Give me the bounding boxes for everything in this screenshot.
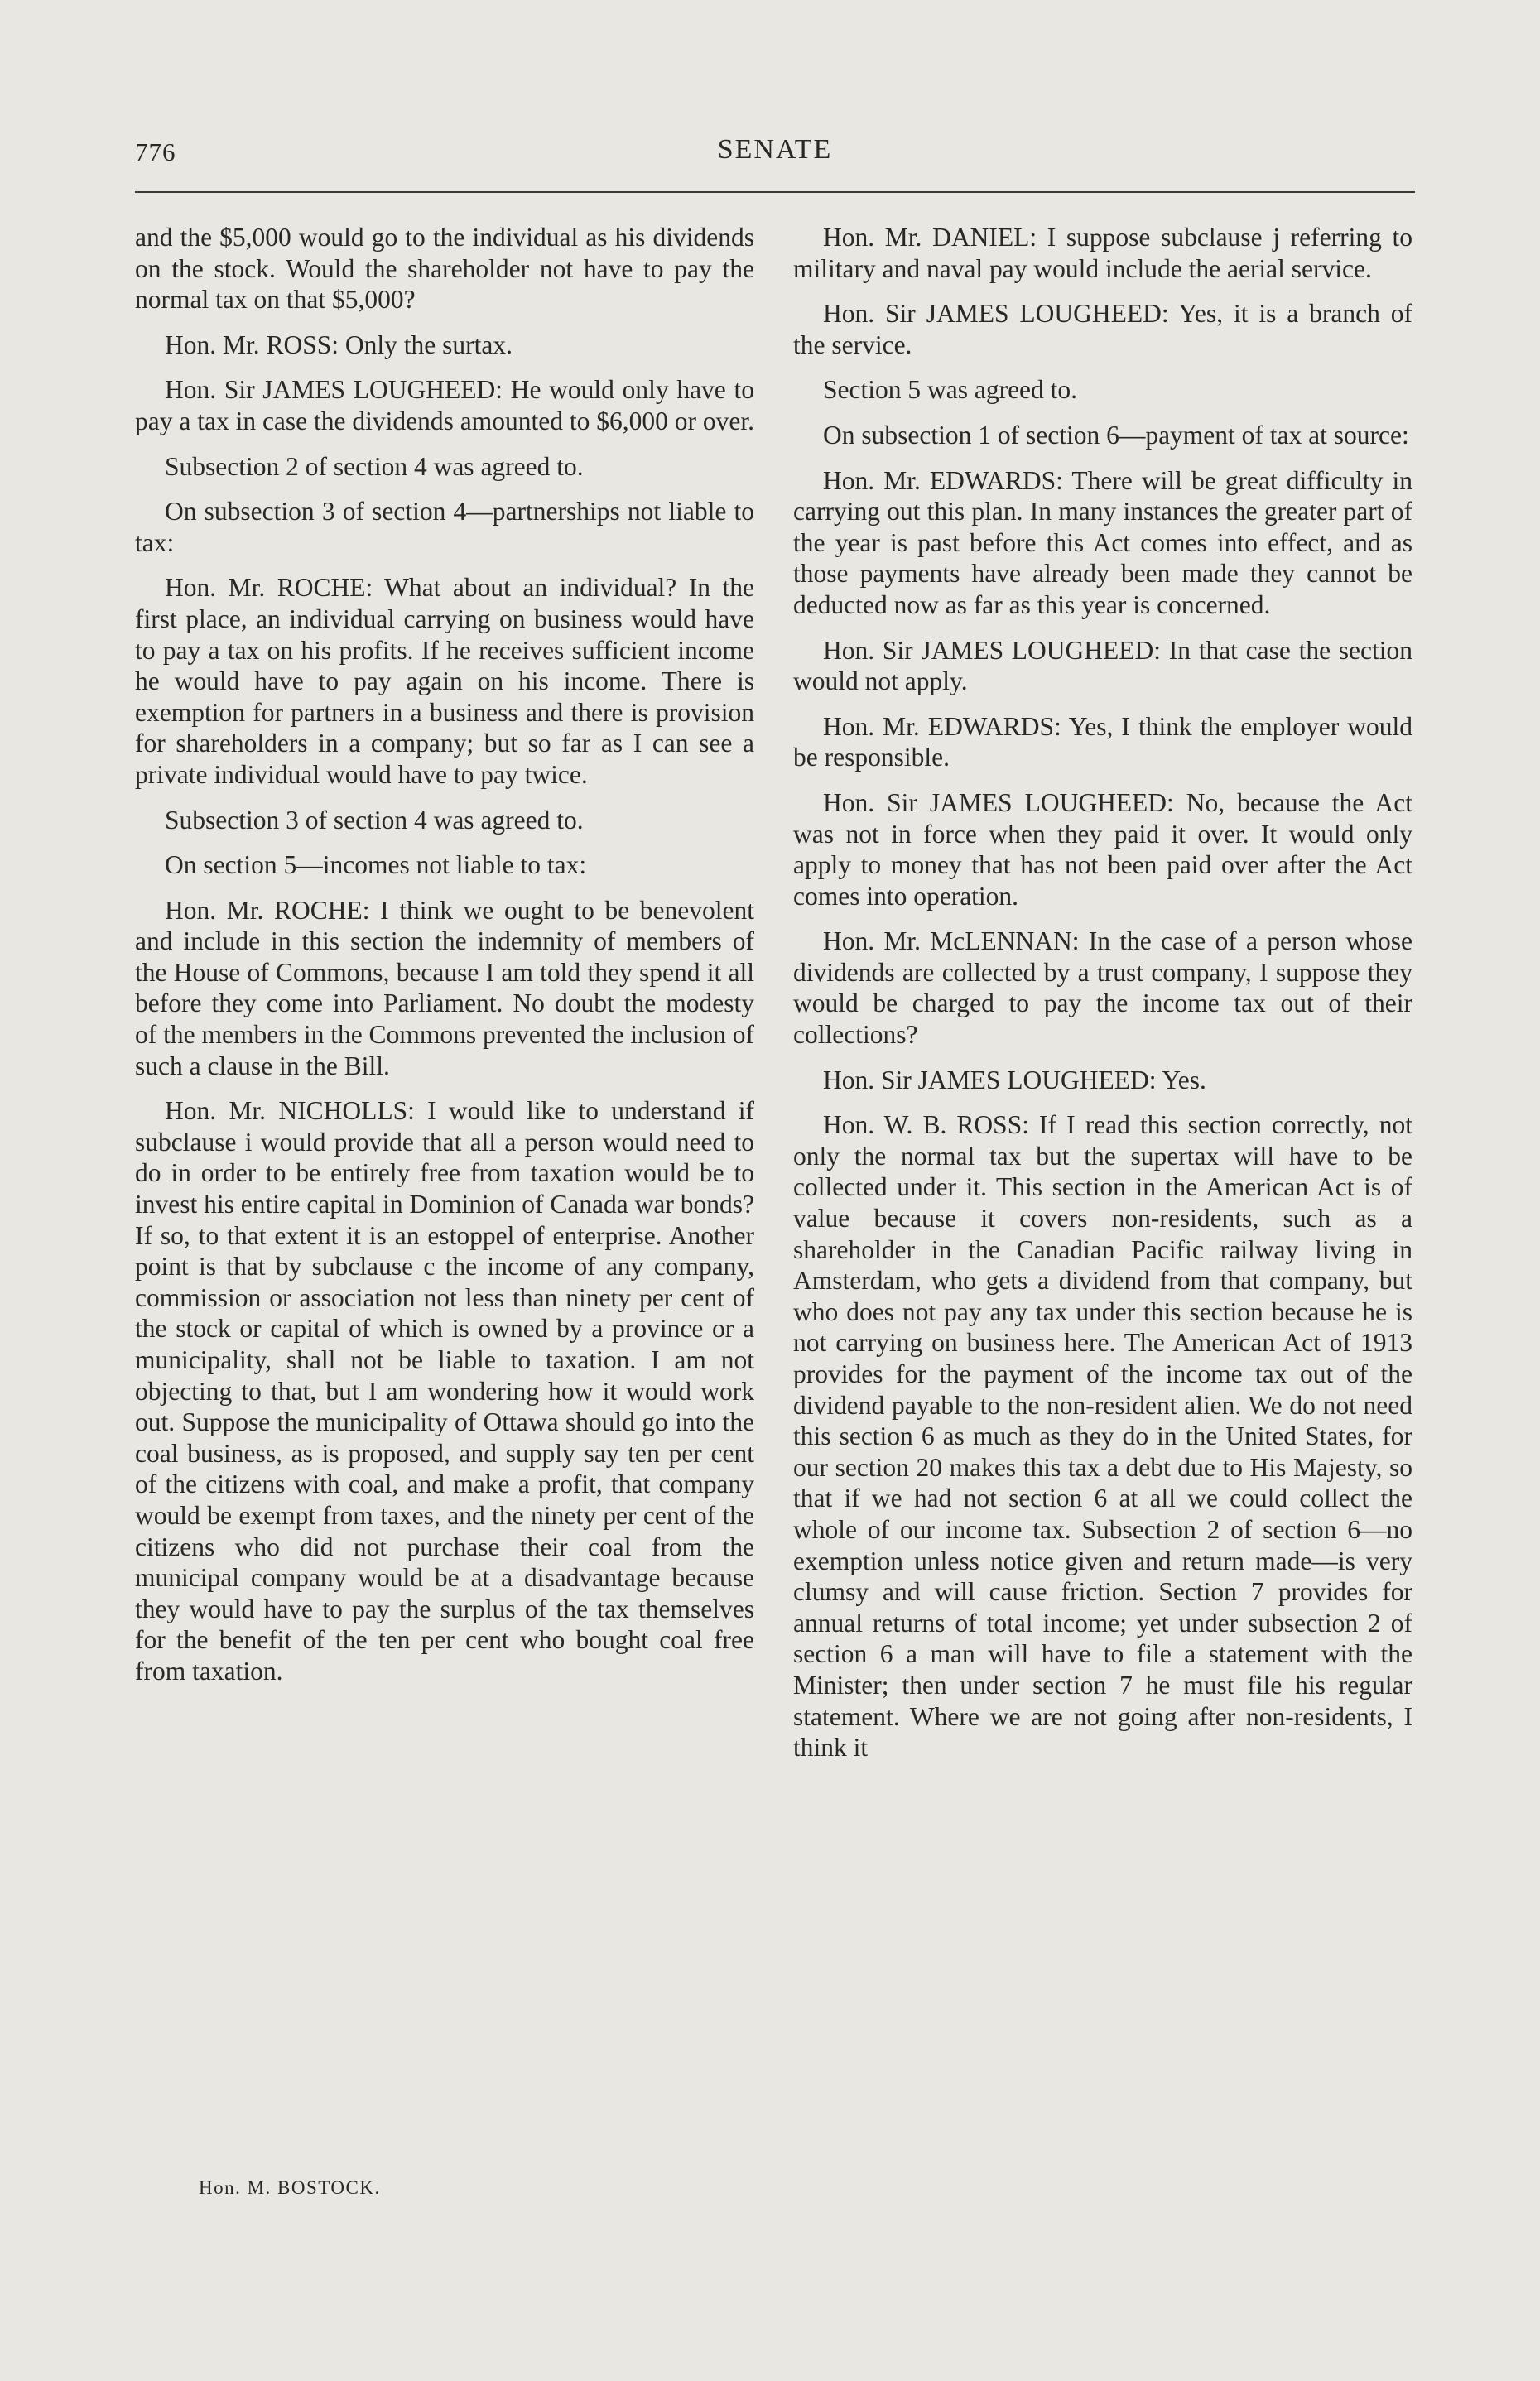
paragraph: Hon. Mr. NICHOLLS: I would like to understand if subclause i would provide that all a person would need to do in order to be entirely free from taxation would be to invest his entire capital in Dominion of Canada war bonds? If so, to that extent it is an estoppel of enterprise. Another point is that by subclause c the income of any company, commission or association not less than ninety per cent of the stock or capital of which is owned by a province or a municipality, shall not be liable to taxation. I am not objecting to that, but I am wondering how it would work out. Suppose the municipality of Ottawa should go into the coal business, as is proposed, and supply say ten per cent of the citizens with coal, and make a profit, that company would be exempt from taxes, and the ninety per cent of the citizens who did not purchase their coal from the municipal company would be at a disadvantage because they would have to pay the surplus of the tax themselves for the benefit of the ten per cent who bought coal free from taxation. [135,1096,754,1686]
paragraph: Section 5 was agreed to. [823,375,1078,405]
paragraph: Hon. Mr. DANIEL: I suppose subclause j referring to military and naval pay would include the aerial service. [793,223,1412,283]
page-title: SENATE [717,134,833,165]
paragraph: Hon. Mr. EDWARDS: Yes, I think the employer would be responsible. [793,711,1412,772]
paragraph: and the $5,000 would go to the individual as his dividends on the stock. Would the shareholder not have to pay the normal tax on that $5,000? [135,223,754,315]
paragraph: On subsection 3 of section 4—partnerships not liable to tax: [135,497,754,557]
running-head [135,134,1415,174]
footer-speaker-name: Hon. M. BOSTOCK. [199,2177,381,2198]
header-rule [135,191,1415,193]
paragraph: Hon. Sir JAMES LOUGHEED: He would only have to pay a tax in case the dividends amounted to $6,000 or over. [135,375,754,435]
paragraph: On section 5—incomes not liable to tax: [165,850,587,880]
paragraph: Hon. Mr. ROCHE: What about an individual? In the first place, an individual carrying on business would have to pay a tax on his profits. If he receives sufficient income he would have to pay again on his income. There is exemption for partners in a business and there is provision for shareholders in a company; but so far as I can see a private individual would have to pay twice. [135,573,754,789]
paragraph: Subsection 2 of section 4 was agreed to. [165,451,584,481]
paragraph: On subsection 1 of section 6—payment of tax at source: [823,420,1409,450]
paragraph: Hon. Sir JAMES LOUGHEED: Yes, it is a branch of the service. [793,299,1412,359]
paragraph: Hon. Mr. EDWARDS: There will be great difficulty in carrying out this plan. In many instances the greater part of the year is past before this Act comes into effect, and as those payments have already been made they cannot be deducted now as far as this year is concerned. [793,465,1412,619]
paragraph: Subsection 3 of section 4 was agreed to. [165,805,584,835]
left-column [135,222,754,1701]
paragraph: Hon. Sir JAMES LOUGHEED: Yes. [823,1065,1206,1094]
paragraph: Hon. W. B. ROSS: If I read this section correctly, not only the normal tax but the supertax will have to be collected under it. This section in the American Act is of value because it covers non-residents, such as a shareholder in the Canadian Pacific railway living in Amsterdam, who gets a dividend from that company, but who does not pay any tax under this section because he is not carrying on business here. The American Act of 1913 provides for the payment of the income tax out of the dividend payable to the non-resident alien. We do not need this section 6 as much as they do in the United States, for our section 20 makes this tax a debt due to His Majesty, so that if we had not section 6 at all we could collect the whole of our income tax. Subsection 2 of section 6—no exemption unless notice given and return made—is very clumsy and will cause friction. Section 7 provides for annual returns of total income; yet under subsection 2 of section 6 a man will have to file a statement with the Minister; then under section 7 he must file his regular statement. Where we are not going after non-residents, I think it [793,1110,1412,1763]
paragraph: Hon. Mr. ROSS: Only the surtax. [165,329,513,359]
paragraph: Hon. Sir JAMES LOUGHEED: In that case the section would not apply. [793,635,1412,696]
paragraph: Hon. Mr. ROCHE: I think we ought to be benevolent and include in this section the indemnity of members of the House of Commons, because I am told they spend it all before they come into Parliament. No doubt the modesty of the members in the Commons prevented the inclusion of such a clause in the Bill. [135,895,754,1080]
paragraph: Hon. Mr. McLENNAN: In the case of a person whose dividends are collected by a trust company, I suppose they would be charged to pay the income tax out of their collections? [793,926,1412,1050]
right-column [793,222,1412,1777]
page-number: 776 [135,137,176,166]
paragraph: Hon. Sir JAMES LOUGHEED: No, because the Act was not in force when they paid it over. It would only apply to money that has not been paid over after the Act comes into operation. [793,787,1412,911]
